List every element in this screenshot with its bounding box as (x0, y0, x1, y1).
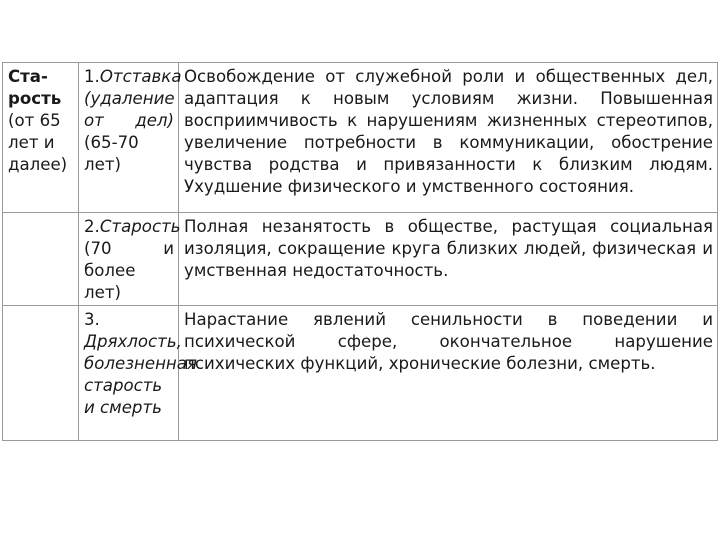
age-title-text: Ста-рость (8, 67, 62, 108)
stage-cell (79, 63, 182, 213)
description-cell: Нарастание явлений сенильности в поведении и психической сфере, окончательное нарушение психических функций, хронические болезни, смерть. (179, 306, 718, 441)
stage-number: 3. (84, 310, 100, 329)
stage-number: 2. (84, 217, 100, 236)
stage-cell (79, 306, 197, 441)
description-cell: Полная незанятость в обществе, растущая социальная изоляция, сокращение круга близких людей, физическая и умственная недостаточность. (179, 213, 718, 306)
age-range-text: (от 65 лет и далее) (8, 111, 68, 174)
empty-cell (3, 306, 79, 441)
table-row (3, 306, 718, 441)
table-row (3, 213, 718, 306)
stage-name: Дряхлость, болезненная старость и смерть (84, 332, 197, 417)
stages-table (2, 62, 718, 441)
stage-period: (70 и более лет) (84, 239, 174, 302)
stage-name: Старость (99, 217, 181, 236)
stage-period: (65-70 лет) (84, 133, 139, 174)
stage-cell (79, 213, 179, 306)
description-cell: Освобождение от служебной роли и общественных дел, адаптация к новым условиям жизни. Повышенная восприимчивость к нарушениям жизненных стереотипов, увеличение потребности в коммуникации, обострение чувства родства и привязанности к близким людям. Ухудшение физического и умственного состояния. (179, 63, 718, 213)
stage-number: 1. (84, 67, 100, 86)
age-cell (3, 63, 79, 213)
table-row (3, 63, 718, 213)
empty-cell (3, 213, 79, 306)
age-title (8, 66, 74, 110)
age-range (8, 110, 74, 176)
stage-name: Отставка (удаление от дел) (84, 67, 182, 130)
